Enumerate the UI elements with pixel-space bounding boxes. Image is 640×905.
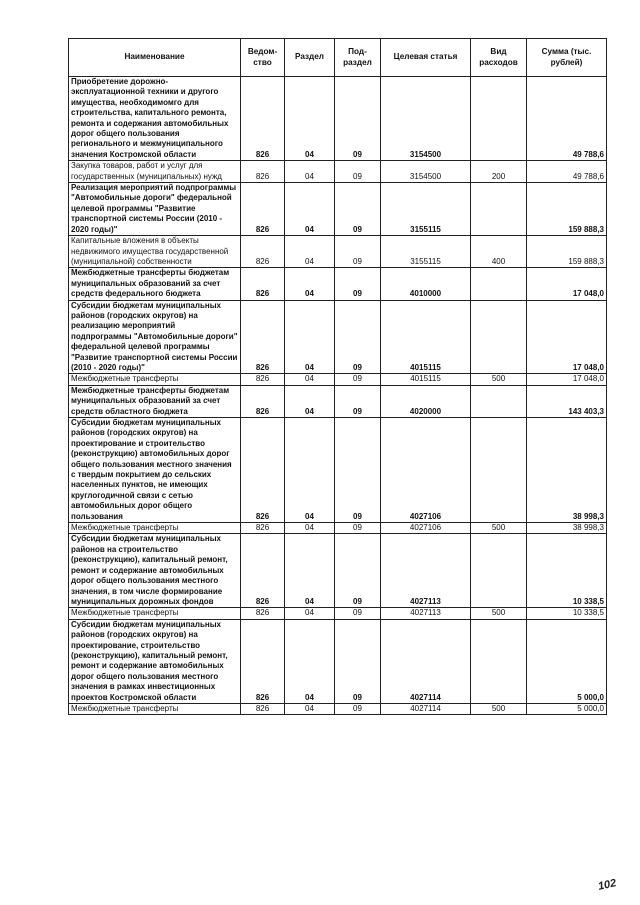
cell-expense [471,619,527,703]
cell-dept: 826 [241,374,285,385]
header-row [69,39,607,77]
cell-amount: 17 048,0 [527,268,607,300]
cell-expense [471,534,527,608]
table-row [69,300,607,374]
cell-section: 04 [285,300,335,374]
cell-name: Межбюджетные трансферты [69,703,241,714]
cell-subsection: 09 [335,703,381,714]
cell-section: 04 [285,385,335,417]
cell-section: 04 [285,161,335,183]
table-row [69,385,607,417]
cell-section: 04 [285,608,335,619]
cell-section: 04 [285,534,335,608]
cell-target: 4010000 [381,268,471,300]
cell-expense [471,418,527,523]
cell-subsection: 09 [335,183,381,236]
cell-section: 04 [285,418,335,523]
cell-subsection: 09 [335,619,381,703]
cell-name: Субсидии бюджетам муниципальных районов на строительство (реконструкцию), капитальный ремонт, ремонт и содержание автомобильных дорог общего пользования местного значения, в том числе формирование муниципальных дорожных фондов [69,534,241,608]
cell-dept: 826 [241,183,285,236]
cell-section: 04 [285,77,335,161]
table-row [69,418,607,523]
cell-expense: 500 [471,608,527,619]
cell-target: 4027113 [381,534,471,608]
cell-expense: 500 [471,703,527,714]
cell-name: Межбюджетные трансферты [69,523,241,534]
table-row [69,236,607,268]
table-row [69,534,607,608]
cell-expense [471,300,527,374]
cell-amount: 17 048,0 [527,300,607,374]
cell-dept: 826 [241,300,285,374]
cell-target: 4015115 [381,374,471,385]
cell-expense: 500 [471,374,527,385]
cell-expense [471,268,527,300]
cell-subsection: 09 [335,161,381,183]
cell-name: Субсидии бюджетам муниципальных районов (городских округов) на проектирование, строительство (реконструкцию), капитальный ремонт, ремонт и содержание автомобильных дорог общего пользования местного значения в рамках инвестиционных проектов Костромской области [69,619,241,703]
table-row [69,703,607,714]
cell-expense [471,183,527,236]
cell-target: 4027114 [381,619,471,703]
cell-subsection: 09 [335,534,381,608]
header-target: Целевая статья [381,39,471,77]
cell-section: 04 [285,236,335,268]
cell-name: Капитальные вложения в объекты недвижимого имущества государственной (муниципальной) собственности [69,236,241,268]
cell-amount: 159 888,3 [527,236,607,268]
header-section: Раздел [285,39,335,77]
table-row [69,161,607,183]
cell-amount: 17 048,0 [527,374,607,385]
cell-expense: 500 [471,523,527,534]
cell-dept: 826 [241,385,285,417]
cell-amount: 38 998,3 [527,418,607,523]
budget-table [68,38,607,715]
cell-amount: 10 338,5 [527,608,607,619]
header-name: Наименование [69,39,241,77]
header-subsection: Под-раздел [335,39,381,77]
cell-section: 04 [285,703,335,714]
cell-subsection: 09 [335,268,381,300]
cell-section: 04 [285,619,335,703]
header-amount: Сумма (тыс. рублей) [527,39,607,77]
page-number-mark: 102 [596,877,618,893]
cell-dept: 826 [241,523,285,534]
cell-target: 4020000 [381,385,471,417]
table-row [69,523,607,534]
cell-name: Межбюджетные трансферты бюджетам муниципальных образований за счет средств областного бюджета [69,385,241,417]
cell-expense [471,385,527,417]
cell-name: Реализация мероприятий подпрограммы "Автомобильные дороги" федеральной целевой программы "Развитие транспортной системы России (2010 - 2020 годы)" [69,183,241,236]
cell-section: 04 [285,374,335,385]
table-row [69,268,607,300]
cell-subsection: 09 [335,374,381,385]
cell-target: 4027106 [381,418,471,523]
cell-amount: 49 788,6 [527,161,607,183]
cell-subsection: 09 [335,608,381,619]
cell-subsection: 09 [335,77,381,161]
cell-target: 3154500 [381,77,471,161]
cell-amount: 38 998,3 [527,523,607,534]
cell-name: Закупка товаров, работ и услуг для государственных (муниципальных) нужд [69,161,241,183]
cell-target: 3154500 [381,161,471,183]
cell-amount: 49 788,6 [527,77,607,161]
header-expense: Вид расходов [471,39,527,77]
cell-name: Межбюджетные трансферты [69,608,241,619]
table-row [69,619,607,703]
cell-target: 4027106 [381,523,471,534]
header-dept: Ведом-ство [241,39,285,77]
table-row [69,374,607,385]
cell-subsection: 09 [335,300,381,374]
cell-target: 4027113 [381,608,471,619]
cell-amount: 5 000,0 [527,703,607,714]
cell-subsection: 09 [335,418,381,523]
table-row [69,608,607,619]
cell-section: 04 [285,523,335,534]
cell-target: 4027114 [381,703,471,714]
cell-amount: 5 000,0 [527,619,607,703]
cell-dept: 826 [241,619,285,703]
cell-target: 4015115 [381,300,471,374]
cell-dept: 826 [241,534,285,608]
cell-amount: 159 888,3 [527,183,607,236]
cell-name: Межбюджетные трансферты [69,374,241,385]
cell-target: 3155115 [381,236,471,268]
cell-dept: 826 [241,161,285,183]
cell-dept: 826 [241,703,285,714]
cell-dept: 826 [241,268,285,300]
cell-amount: 143 403,3 [527,385,607,417]
cell-dept: 826 [241,608,285,619]
cell-expense: 200 [471,161,527,183]
cell-expense [471,77,527,161]
cell-section: 04 [285,183,335,236]
cell-subsection: 09 [335,385,381,417]
table-row [69,77,607,161]
cell-amount: 10 338,5 [527,534,607,608]
cell-name: Межбюджетные трансферты бюджетам муниципальных образований за счет средств федерального бюджета [69,268,241,300]
cell-name: Приобретение дорожно-эксплуатационной техники и другого имущества, необходимомго для строительства, капитального ремонта, ремонта и содержания автомобильных дорог общего пользования регионального и межмуниципального значения Костромской области [69,77,241,161]
cell-name: Субсидии бюджетам муниципальных районов (городских округов) на реализацию мероприятий подпрограммы "Автомобильные дороги" федеральной целевой программы "Развитие транспортной системы России (2010 - 2020 годы)" [69,300,241,374]
cell-dept: 826 [241,77,285,161]
cell-target: 3155115 [381,183,471,236]
cell-name: Субсидии бюджетам муниципальных районов (городских округов) на проектирование и строительство (реконструкцию) автомобильных дорог общего пользования местного значения с твердым покрытием до сельских населенных пунктов, не имеющих круглогодичной связи с сетью автомобильных дорог общего пользования [69,418,241,523]
cell-dept: 826 [241,418,285,523]
cell-expense: 400 [471,236,527,268]
cell-subsection: 09 [335,236,381,268]
cell-subsection: 09 [335,523,381,534]
table-row [69,183,607,236]
cell-dept: 826 [241,236,285,268]
cell-section: 04 [285,268,335,300]
